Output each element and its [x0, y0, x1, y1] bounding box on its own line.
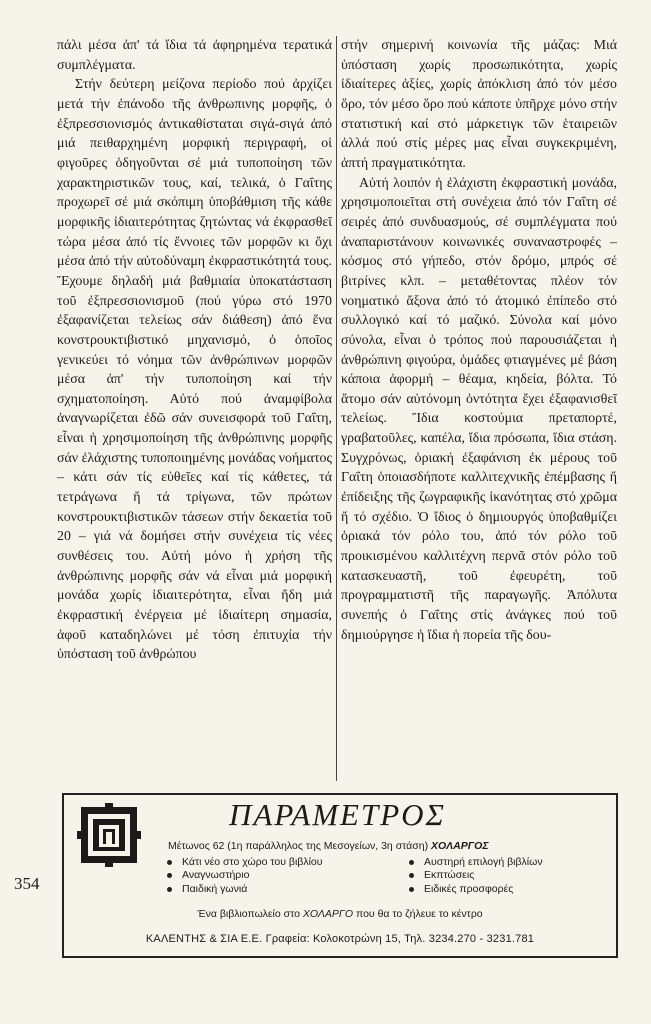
ad-title: ΠΑΡΑΜΕΤΡΟΣ	[229, 797, 446, 832]
bookstore-advertisement	[62, 793, 618, 958]
paragraph: στήν σημερινή κοινωνία τῆς μάζας: Μιά ὑπόσταση χωρίς προσωπικότητα, χωρίς ἰδιαίτερες ἀξίες, χωρίς ἀπόκλιση ἀπό τόν μέσο ὅρο, τόν μέσο ὅρο πού κάποτε ὑπῆρχε μόνο στήν στατιστική καί στό μάρκετιγκ τῶν ἑταιρειῶν ἀλλά πού στίς μέρες μας εἶναι συγκεκριμένη, ἁπτή πραγματικότητα.	[341, 38, 617, 171]
page-number: 354	[14, 874, 40, 893]
square-meander-logo-icon	[77, 803, 141, 867]
ad-address	[168, 840, 489, 852]
feature-list-left	[167, 856, 323, 896]
tagline-place: ΧΟΛΑΡΓΟ	[302, 908, 354, 920]
tagline-end: που θα το ζήλευε το κέντρο	[356, 908, 483, 920]
list-item: Αναγνωστήριο	[167, 869, 323, 882]
list-item: Αυστηρή επιλογή βιβλίων	[409, 856, 543, 869]
paragraph: Στήν δεύτερη μείζονα περίοδο πού ἀρχίζει μετά τήν ἐπάνοδο τῆς ἀνθρωπινης μορφῆς, ὁ ἐξπρεσσιονισμός ἀντικαθίσταται σιγά-σιγά ἀπό μιά πειθαρχημένη μορφική περιγραφή, οἱ φιγοῦρες ὁδηγοῦνται σέ μιά τυποποίηση τῶν χαρακτηριστικῶν τους, καί, τελικά, ὁ Γαΐτης προχωρεῖ σέ μιά σκόπιμη ὑποβάθμιση τῆς κάθε μορφικῆς ἰδιαιτερότητας ζητώντας νά ἐκφρασθεῖ τώρα μέσα ἀπό τίς ἔννοιες τῶν μορφῶν κι ὄχι μέσα ἀπό τήν αὐτοδύναμη ἐκφραστικότητά τους. Ἔχουμε δηλαδή μιά βαθμιαία ὑποκατάσταση τοῦ ἐξπρεσσιονισμοῦ (πού γύρω στό 1970 ἐξαφανίζεται τελείως σάν διάθεση) ἀπό ἕνα κονστρουκτιβιστικό μηχανισμό, ὁ ὁποῖος γενικεύει τό νόημα τῶν ἀνθρώπινων μορφῶν μέσα ἀπ' τήν τυποποίηση καί τήν σχηματοποίηση. Αὐτό πού ἀναμφίβολα ἀναγνωρίζεται ἐδῶ σάν συνεισφορά τοῦ Γαΐτη, εἶναι ἡ χρησιμοποίηση τῆς ἀνθρώπινης μορφῆς σάν ἐλάχιστης τυποποιημένης μονάδας νοήματος – κάτι σάν τίς εὐθεῖες καί τίς κάθετες, τά τετράγωνα ἤ τά τρίγωνα, τῶν πρώτων κονστρουκτιβιστικῶν τάσεων στήν δεκαετία τοῦ 20 – γιά νά δομήσει στήν συνέχεια τίς νέες συνθέσεις του. Αὐτή μόνο ἡ χρήση τῆς ἀνθρώπινης μορφῆς σάν νά εἶναι μιά μορφική μονάδα χωρίς ἰδιαιτερότητα, εἶναι ἤδη μιά ἐκφραστική ἐνέργεια μέ ἰδιαίτερη σημασία, ἀφοῦ καταδηλώνει μέ τόση ἐπιτυχία τήν ὑπόσταση τοῦ ἀνθρώπου	[57, 77, 332, 663]
list-item: Παιδική γωνιά	[167, 883, 323, 896]
address-text: Μέτωνος 62 (1η παράλληλος της Μεσογείων, 3η στάση)	[168, 840, 429, 852]
text-column-left	[57, 36, 332, 665]
list-item: Εκπτώσεις	[409, 869, 543, 882]
list-item: Ειδικές προσφορές	[409, 883, 543, 896]
text-column-right	[341, 36, 617, 645]
paragraph: πάλι μέσα ἀπ' τά ἴδια τά ἀφηρημένα τερατικά συμπλέγματα.	[57, 38, 332, 73]
address-place: ΧΟΛΑΡΓΟΣ	[430, 840, 489, 852]
column-divider	[336, 36, 337, 781]
ad-footer: ΚΑΛΕΝΤΗΣ & ΣΙΑ Ε.Ε. Γραφεία: Κολοκοτρώνη 15, Τηλ. 3234.270 - 3231.781	[145, 933, 535, 945]
paragraph: Αὐτή λοιπόν ἡ ἐλάχιστη ἐκφραστική μονάδα, χρησιμοποιεῖται στή συνέχεια ἀπό τόν Γαΐτη σέ σειρές ἀπό συνδυασμούς, σέ συμπλέγματα πού ἀναπαριστάνουν κοινωνικές συναναστροφές – κόσμος στό γήπεδο, στόν δρόμο, μπρός σέ βιτρίνες κλπ. – μεταθέτοντας πλέον τόν νοηματικό ἄξονα ἀπό τό ἀτομικό ἐπίπεδο στό συλλογικό καί τό μαζικό. Σύνολα καί μόνο σύνολα, εἶναι ὁ τρόπος πού παρουσιάζεται ἡ ἀνθρώπινη φιγούρα, ὁμάδες φτιαγμένες μέ βάση κάποια ἀφορμή – θέαμα, κηδεία, βόλτα. Τό ἄτομο σάν αὐτόνομη ὀντότητα ἔχει ἐξαφανισθεῖ τελείως. Ἴδια κοστούμια πρεταπορτέ, γραβατοῦλες, καπέλα, ἴδια πρόσωπα, ἴδια στάση. Συγχρόνως, ὁριακή ἐξαφάνιση ἐκ μέρους τοῦ Γαΐτη ὁποιασδήποτε καλλιτεχνικῆς ἐπέμβασης ἤ ἐπίδειξης τῆς ζωγραφικῆς ἱκανότητας στό χρῶμα ἤ τό σχέδιο. Ὁ ἴδιος ὁ δημιουργός ὑποβαθμίζει ὁριακά τόν ρόλο του, ἀπό τόν ρόλο τοῦ προικισμένου καλλιτέχνη περνᾶ στόν ρόλο τοῦ κατασκευαστῆ, τοῦ ἐφευρέτη, τοῦ προγραμματιστῆ τῆς παραγωγῆς. Ἀπόλυτα συνεπής ὁ Γαΐτης στίς ἀνάγκες πού τοῦ δημιούργησε ἡ ἴδια ἡ πορεία τῆς δου-	[341, 175, 617, 643]
feature-list-right	[409, 856, 543, 896]
ad-tagline	[64, 908, 616, 920]
list-item: Κάτι νέο στο χώρο του βιβλίου	[167, 856, 323, 869]
tagline-start: Ένα βιβλιοπωλείο στο	[197, 908, 300, 920]
